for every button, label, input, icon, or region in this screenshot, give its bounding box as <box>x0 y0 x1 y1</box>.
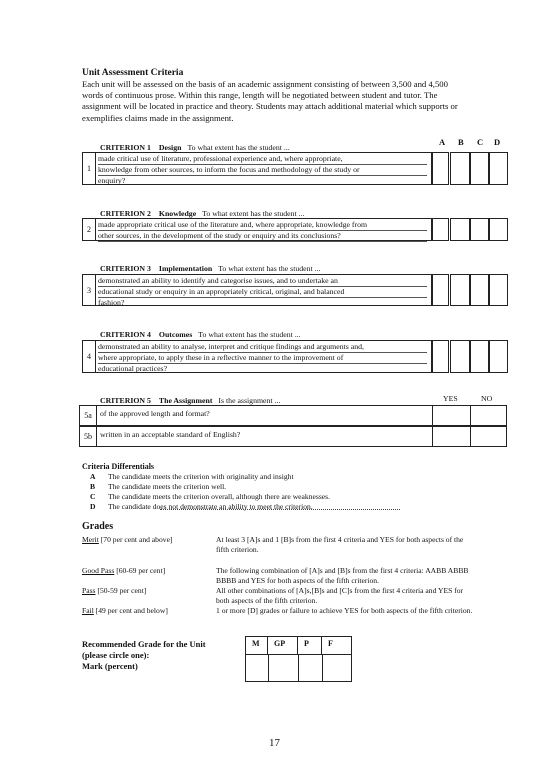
criterion-number: 1 <box>83 153 96 184</box>
grade-box-divider <box>268 654 269 681</box>
criterion-text: demonstrated an ability to analyse, interpret and critique findings and arguments and, where appropriate, to apply these in a reflective manner to the improvement of educational practices? <box>98 342 427 374</box>
grade-box-b[interactable] <box>450 340 470 373</box>
grade-option-gp[interactable]: GP <box>268 637 298 654</box>
grade-box-a[interactable] <box>432 152 449 185</box>
grade-label-merit: Merit [70 per cent and above] <box>82 535 173 544</box>
criterion-4-grade-boxes <box>432 340 508 373</box>
criterion-2-grade-boxes <box>432 218 508 241</box>
grade-box-b[interactable] <box>450 152 470 185</box>
grade-column-a: A <box>439 137 446 147</box>
criterion-text: written in an acceptable standard of English? <box>100 430 241 439</box>
recommended-grade-label: Recommended Grade for the Unit (please circle one): Mark (percent) <box>82 639 206 671</box>
grade-desc-fail: 1 or more [D] grades or failure to achieve YES for both aspects of the fifth criterion. <box>216 606 473 615</box>
grade-option-m[interactable]: M <box>246 637 268 654</box>
criterion-text: of the approved length and format? <box>100 409 210 418</box>
criterion-number: 4 <box>83 341 96 372</box>
criterion-3-heading: CRITERION 3 Implementation To what extent has the student ... <box>100 264 321 273</box>
criterion-1-grade-boxes <box>432 152 508 185</box>
grade-label-fail: Fail [49 per cent and below] <box>82 606 168 615</box>
differentials-title: Criteria Differentials <box>82 462 155 471</box>
criterion-2-heading: CRITERION 2 Knowledge To what extent has the student ... <box>100 209 305 218</box>
grade-box-d[interactable] <box>489 274 508 306</box>
grades-title: Grades <box>82 521 114 532</box>
grade-box-divider <box>322 654 323 681</box>
criterion-4-row <box>82 340 432 373</box>
grade-box-c[interactable] <box>470 152 489 185</box>
grade-box-c[interactable] <box>470 274 489 306</box>
criterion-text: demonstrated an ability to identify and categorise issues, and to undertake an educational study or enquiry in an appropriately critical, original, and balanced fashion? <box>98 276 427 308</box>
grade-label-good-pass: Good Pass [60-69 per cent] <box>82 566 166 575</box>
grade-box-d[interactable] <box>489 218 508 241</box>
grade-option-f[interactable]: F <box>328 639 333 648</box>
grade-desc-good-pass: The following combination of [A]s and [B]s from the first 4 criteria: AABB ABBB BBBB and YES for both aspects of the fifth criterion. <box>216 566 469 585</box>
criterion-number: 3 <box>83 275 96 305</box>
grade-box-b[interactable] <box>450 218 470 241</box>
criterion-3-row <box>82 274 432 306</box>
criterion-3-grade-boxes <box>432 274 508 306</box>
grade-box-a[interactable] <box>432 218 449 241</box>
criterion-text: made appropriate critical use of the literature and, where appropriate, knowledge from other sources, in the development of the study or enquiry and its conclusions? <box>98 220 427 242</box>
grade-box-c[interactable] <box>470 218 489 241</box>
criterion-5a-row <box>79 405 507 426</box>
criterion-5b-row <box>79 426 507 447</box>
yes-box[interactable] <box>432 405 470 426</box>
intro-paragraph: Each unit will be assessed on the basis of an academic assignment consisting of between 3,500 and 4,500 words of continuous prose. Within this range, length will be negotiated between student and tutor. The assignment will be located in practice and theory. Students may attach additional material which supports or exemplifies claims made in the assignment. <box>82 79 458 123</box>
no-column-header: NO <box>481 394 493 403</box>
yes-box[interactable] <box>432 426 470 447</box>
grade-box-b[interactable] <box>450 274 470 306</box>
no-box[interactable] <box>470 426 507 447</box>
grade-box-c[interactable] <box>470 340 489 373</box>
no-box[interactable] <box>470 405 507 426</box>
criterion-2-row <box>82 218 432 241</box>
differential-item: B The candidate meets the criterion well. <box>90 482 227 491</box>
grade-column-b: B <box>458 137 464 147</box>
differential-item: D The candidate does not demonstrate an ability to meet the criterion. <box>90 502 313 511</box>
yes-column-header: YES <box>443 394 458 403</box>
grade-box-d[interactable] <box>489 340 508 373</box>
grade-box-a[interactable] <box>432 340 449 373</box>
grade-column-c: C <box>477 137 484 147</box>
criterion-5-heading: CRITERION 5 The Assignment Is the assignment ... <box>100 396 281 405</box>
grade-label-pass: Pass [50-59 per cent] <box>82 586 147 595</box>
criterion-4-heading: CRITERION 4 Outcomes To what extent has the student ... <box>100 330 301 339</box>
recommended-grade-box <box>245 636 352 682</box>
criterion-number: 2 <box>83 219 96 240</box>
grade-desc-pass: All other combinations of [A]s,[B]s and [C]s from the first 4 criteria and YES for both aspects of the fifth criterion. <box>216 586 464 605</box>
grade-option-p[interactable]: P <box>298 637 322 654</box>
dotted-divider <box>160 509 400 510</box>
criterion-1-heading: CRITERION 1 Design To what extent has the student ... <box>100 143 290 152</box>
criterion-number: 5a <box>80 406 97 425</box>
grade-box-divider <box>298 654 299 681</box>
grade-desc-merit: At least 3 [A]s and 1 [B]s from the first 4 criteria and YES for both aspects of the fifth criterion. <box>216 535 464 554</box>
differential-item: C The candidate meets the criterion overall, although there are weaknesses. <box>90 492 331 501</box>
grade-box-a[interactable] <box>432 274 449 306</box>
grade-box-d[interactable] <box>489 152 508 185</box>
grade-column-d: D <box>494 137 501 147</box>
criterion-1-row <box>82 152 432 185</box>
criterion-text: made critical use of literature, professional experience and, where appropriate, knowledge from other sources, to inform the focus and methodology of the study or enquiry? <box>98 154 427 186</box>
criterion-number: 5b <box>80 427 97 446</box>
page-number: 17 <box>269 737 280 749</box>
section-title: Unit Assessment Criteria <box>82 68 184 78</box>
differential-item: A The candidate meets the criterion with originality and insight <box>90 472 294 481</box>
